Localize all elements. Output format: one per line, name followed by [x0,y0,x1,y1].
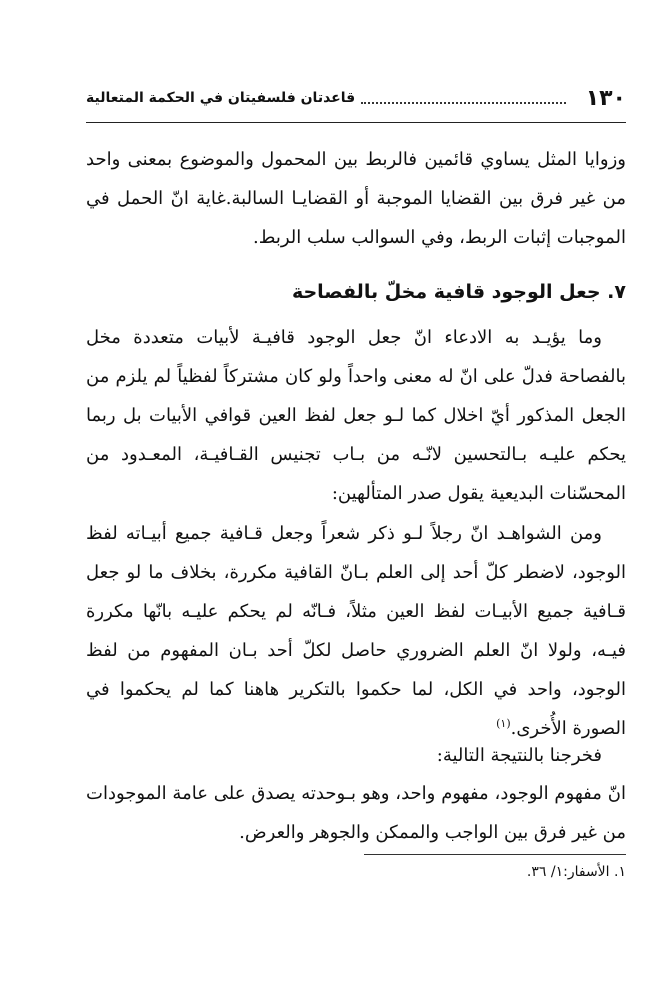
paragraph-conclusion-intro: فخرجنا بالنتيجة التالية: [436,745,602,766]
page-header [86,84,626,112]
paragraph-supporting-evidence: وما يؤيـد به الادعاء انّ جعل الوجود قافيـة لأبيات متعددة مخل بالفصاحة فدلّ على انّ له معنى واحداً ولو كان مشتركاً لفظياً لم يلزم من الجعل المذكور أيّ اخلال كما لـو جعل لفظ العين قوافي الأبيات بل ربما يحكم عليـه بـالتحسين لانّـه من بـاب تجنيس القـافيـة، المعـدود من المحسّنات البديعية يقول صدر المتألهين: [86,327,626,504]
header-rule [86,122,626,123]
footnote: ١. الأسفار:١/ ٣٦. [526,864,626,880]
footnote-marker[interactable]: (١) [496,717,511,730]
page-number: ١٣٠ [585,85,626,111]
section-heading: ٧. جعل الوجود قافية مخلّ بالفصاحة [291,281,626,303]
paragraph-continuation: وزوايا المثل يساوي قائمين فالربط بين المحمول والموضوع بمعنى واحد من غير فرق بين القضايا الموجبة أو القضايـا السالبة.غاية انّ الحمل في الموجبات إثبات الربط، وفي السوالب سلب الربط. [86,149,626,248]
paragraph-conclusion: انّ مفهوم الوجود، مفهوم واحد، وهو بـوحدته يصدق على عامة الموجودات من غير فرق بين الواجب والممكن والجوهر والعرض. [86,783,626,843]
footnote-rule [364,854,626,855]
quotation-text: ومن الشواهـد انّ رجلاً لـو ذكر شعراً وجعل قـافية جميع أبيـاته لفظ الوجود، لاضطر كلّ أحد إلى العلم بـانّ القافية مكررة، بخلاف ما لو جعل قـافية جميع الأبيـات لفظ العين مثلاً، فـانّه لم يحكم عليـه بانّها مكررة فيـه، ولولا انّ العلم الضروري حاصل لكلّ أحد بـان المفهوم من لفظ الوجود، واحد في الكل، لما حكموا بالتكرير هاهنا كما لم يحكموا في الصورة الأُخرى. [86,523,626,739]
header-dot-leader [361,101,566,104]
running-title: قاعدتان فلسفيتان في الحكمة المتعالية [86,90,356,106]
paragraph-quotation [86,514,626,748]
